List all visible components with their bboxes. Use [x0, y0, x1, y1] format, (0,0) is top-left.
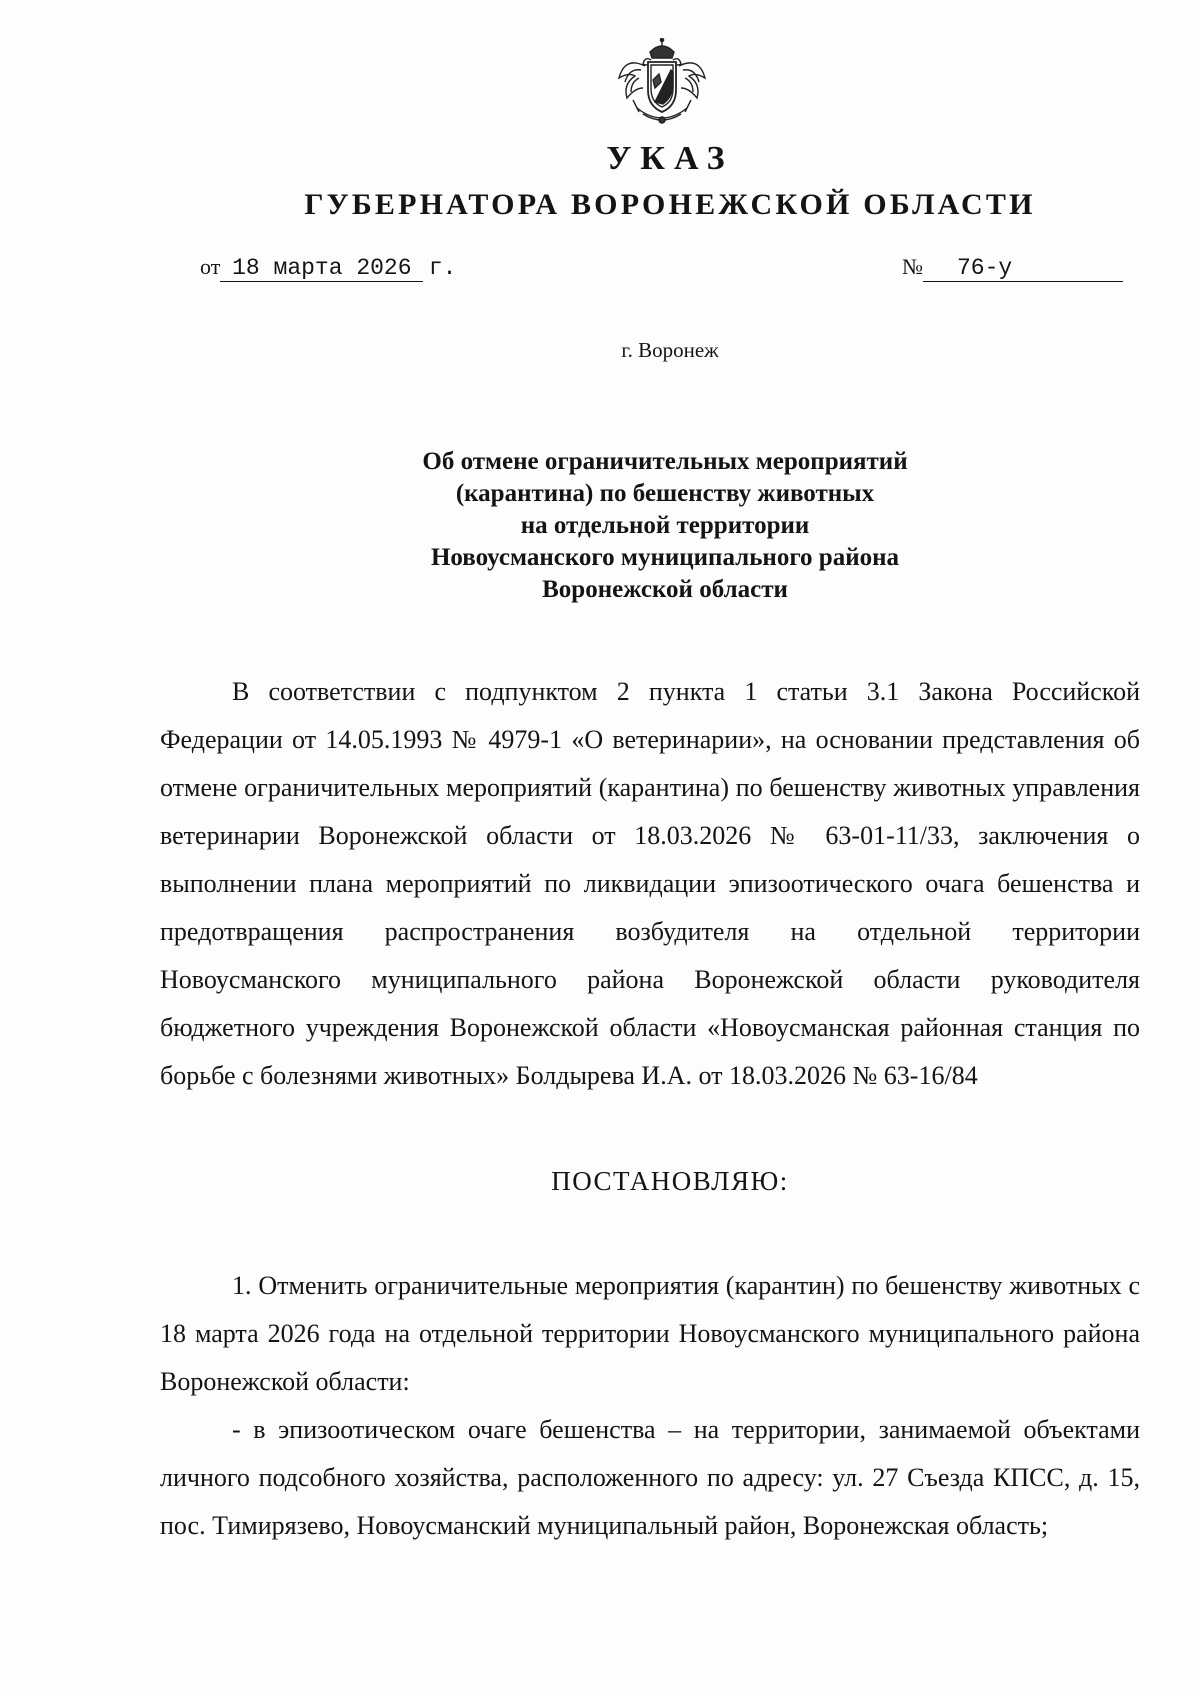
- heading-line: Воронежской области: [542, 576, 788, 603]
- document-number: [902, 254, 1123, 282]
- heading-line: Новоусманского муниципального района: [430, 544, 900, 571]
- decree-word: ПОСТАНОВЛЯЮ:: [551, 1166, 789, 1196]
- heading-line: Об отмене ограничительных мероприятий: [422, 448, 908, 475]
- coat-of-arms-icon: [615, 38, 709, 130]
- number-value: 76-у: [923, 255, 1123, 282]
- date-suffix: г.: [428, 255, 457, 281]
- document-heading: [0, 446, 1200, 606]
- document-date: [200, 254, 456, 282]
- date-prefix: от: [200, 254, 221, 279]
- heading-line: на отдельной территории: [520, 512, 810, 539]
- decree-item-1: 1. Отменить ограничительные мероприятия (карантин) по бешенству животных с 18 марта 2026 года на отдельной территории Новоусманского муниципального района Воронежской области:: [160, 1271, 1140, 1396]
- document-type-title: УКАЗ: [606, 140, 734, 177]
- decree-item-1-bullet: - в эпизоотическом очаге бешенства – на территории, занимаемой объектами личного подсобного хозяйства, расположенного по адресу: ул. 27 Съезда КПСС, д. 15, пос. Тимирязево, Новоусманский муниципальный район, Воронежская область;: [160, 1415, 1140, 1540]
- date-value: 18 марта 2026: [220, 255, 423, 282]
- preamble-paragraph: В соответствии с подпунктом 2 пункта 1 статьи 3.1 Закона Российской Федерации от 14.05.1993 № 4979-1 «О ветеринарии», на основании представления об отмене ограничительных мероприятий (карантина) по бешенству животных управления ветеринарии Воронежской области от 18.03.2026 № 63-01-11/33, заключения о выполнении плана мероприятий по ликвидации эпизоотического очага бешенства и предотвращения распространения возбудителя на отдельной территории Новоусманского муниципального района Воронежской области руководителя бюджетного учреждения Воронежской области «Новоусманская районная станция по борьбе с болезнями животных» Болдырева И.А. от 18.03.2026 № 63-16/84: [160, 677, 1140, 1090]
- place-of-issue: г. Воронеж: [621, 338, 719, 362]
- number-prefix: №: [902, 254, 923, 279]
- issuer-title: ГУБЕРНАТОРА ВОРОНЕЖСКОЙ ОБЛАСТИ: [304, 188, 1036, 221]
- heading-line: (карантина) по бешенству животных: [455, 480, 875, 507]
